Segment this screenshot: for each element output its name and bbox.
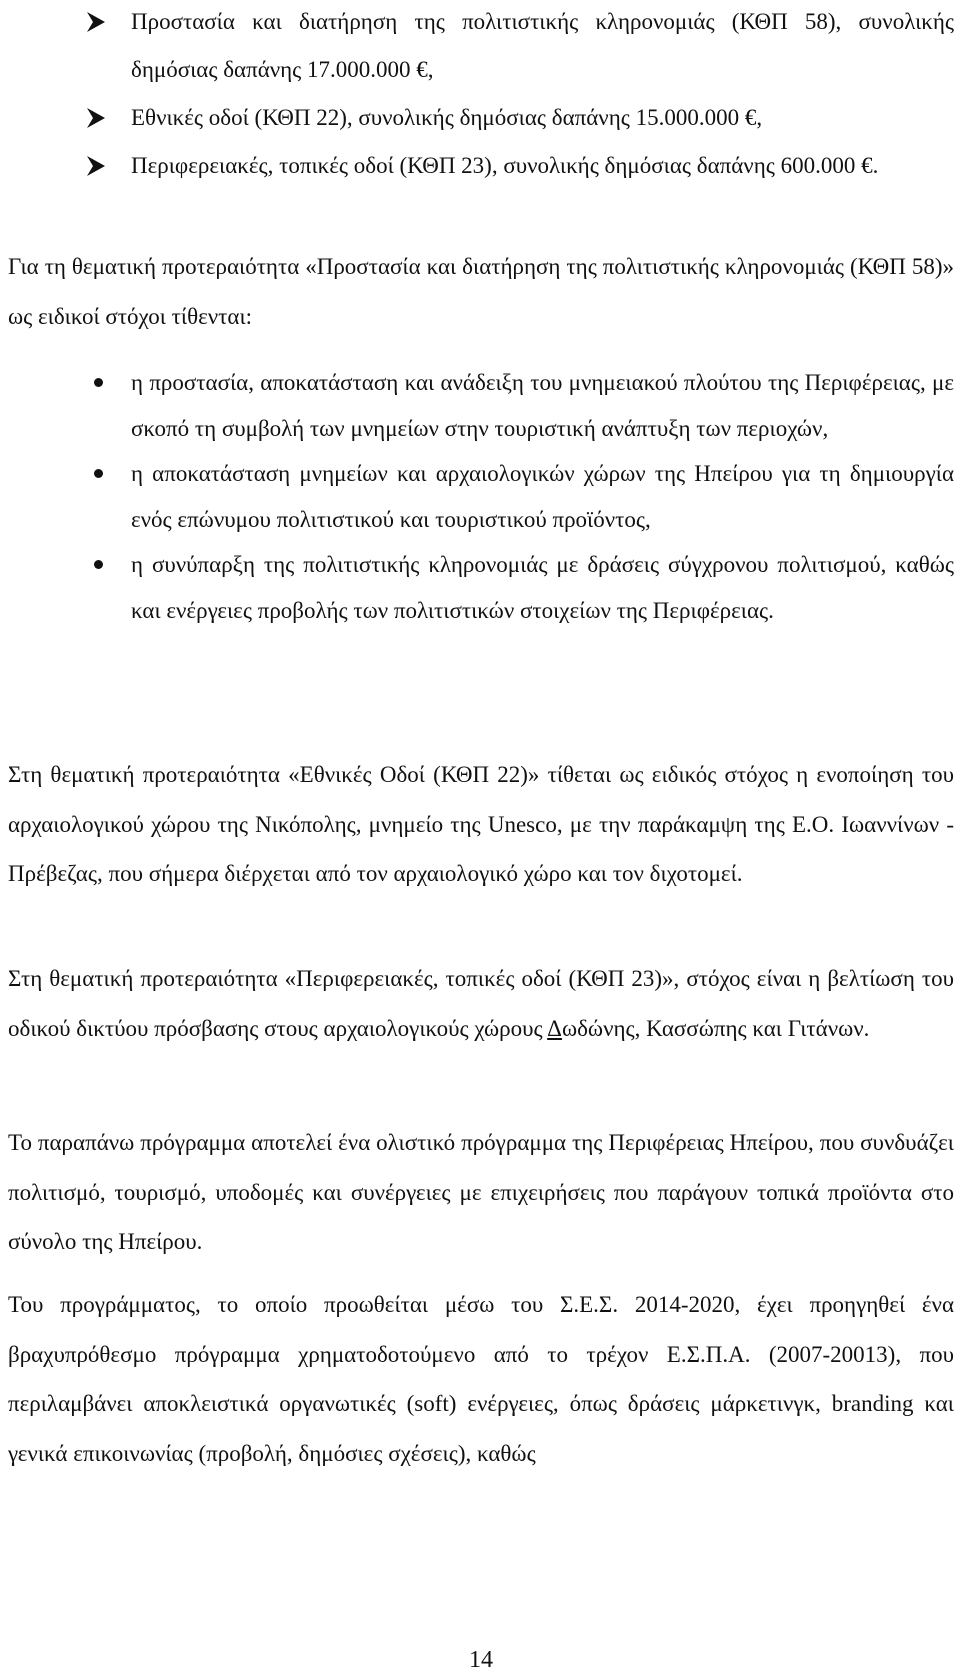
arrowhead-bullet-icon xyxy=(86,142,110,190)
list-item xyxy=(86,360,954,451)
list-item-text: Εθνικές οδοί (ΚΘΠ 22), συνολικής δημόσιας δαπάνης 15.000.000 €, xyxy=(131,105,763,130)
list-item xyxy=(86,451,954,542)
round-bullet-icon xyxy=(94,469,103,478)
arrowhead-bullet-icon xyxy=(86,94,110,142)
list-item xyxy=(86,94,954,142)
paragraph-text: ωδώνης, Κασσώπης και Γιτάνων. xyxy=(561,1015,870,1041)
list-item xyxy=(86,0,954,94)
arrowhead-bullet-icon xyxy=(86,0,110,46)
paragraph-intro: Για τη θεματική προτεραιότητα «Προστασία και διατήρηση της πολιτιστικής κληρονομιάς (ΚΘΠ 58)» ως ειδικοί στόχοι τίθενται: xyxy=(8,254,954,329)
list-item-text: η συνύπαρξη της πολιτιστικής κληρονομιάς με δράσεις σύγχρονου πολιτισμού, καθώς και ενέργειες προβολής των πολιτιστικών στοιχείων της Περιφέρειας. xyxy=(131,552,954,623)
paragraph-regional-roads xyxy=(8,954,954,1053)
list-item-text: Περιφερειακές, τοπικές οδοί (ΚΘΠ 23), συνολικής δημόσιας δαπάνης 600.000 €. xyxy=(131,153,879,178)
arrow-bullet-list xyxy=(86,0,954,190)
list-item-text: η προστασία, αποκατάσταση και ανάδειξη του μνημειακού πλούτου της Περιφέρειας, με σκοπό τη συμβολή των μνημείων στην τουριστική ανάπτυξη των περιοχών, xyxy=(131,370,954,441)
page-number: 14 xyxy=(469,1647,493,1673)
paragraph-previous-program: Του προγράμματος, το οποίο προωθείται μέσω του Σ.Ε.Σ. 2014-2020, έχει προηγηθεί ένα βραχυπρόθεσμο πρόγραμμα χρηματοδοτούμενο από το τρέχον Ε.Σ.Π.Α. (2007-20013), που περιλαμβάνει αποκλειστικά οργανωτικές (soft) ενέργειες, όπως δράσεις μάρκετινγκ, branding και γενικά επικοινωνίας (προβολή, δημόσιες σχέσεις), καθώς xyxy=(8,1292,954,1466)
dot-bullet-list xyxy=(86,360,954,633)
round-bullet-icon xyxy=(94,378,103,387)
paragraph-holistic-program: Το παραπάνω πρόγραμμα αποτελεί ένα ολιστικό πρόγραμμα της Περιφέρειας Ηπείρου, που συνδυάζει πολιτισμό, τουρισμό, υποδομές και συνέργειες με επιχειρήσεις που παράγουν τοπικά προϊόντα στο σύνολο της Ηπείρου. xyxy=(8,1130,954,1254)
underlined-letter: Δ xyxy=(547,1015,562,1041)
round-bullet-icon xyxy=(94,560,103,569)
paragraph-text: Στη θεματική προτεραιότητα «Περιφερειακές, τοπικές οδοί (ΚΘΠ 23)», στόχος είναι η βελτίωση του οδικού δικτύου πρόσβασης στους αρχαιολογικούς χώρους xyxy=(8,966,954,1041)
list-item-text: Προστασία και διατήρηση της πολιτιστικής κληρονομιάς (ΚΘΠ 58), συνολικής δημόσιας δαπάνης 17.000.000 €, xyxy=(131,9,954,82)
list-item-text: η αποκατάσταση μνημείων και αρχαιολογικών χώρων της Ηπείρου για τη δημιουργία ενός επώνυμου πολιτιστικού και τουριστικού προϊόντος, xyxy=(131,461,954,532)
list-item xyxy=(86,542,954,633)
paragraph-national-roads: Στη θεματική προτεραιότητα «Εθνικές Οδοί (ΚΘΠ 22)» τίθεται ως ειδικός στόχος η ενοποίηση του αρχαιολογικού χώρου της Νικόπολης, μνημείο της Unesco, με την παράκαμψη της Ε.Ο. Ιωαννίνων - Πρέβεζας, που σήμερα διέρχεται από τον αρχαιολογικό χώρο και τον διχοτομεί. xyxy=(8,762,954,886)
list-item xyxy=(86,142,954,190)
